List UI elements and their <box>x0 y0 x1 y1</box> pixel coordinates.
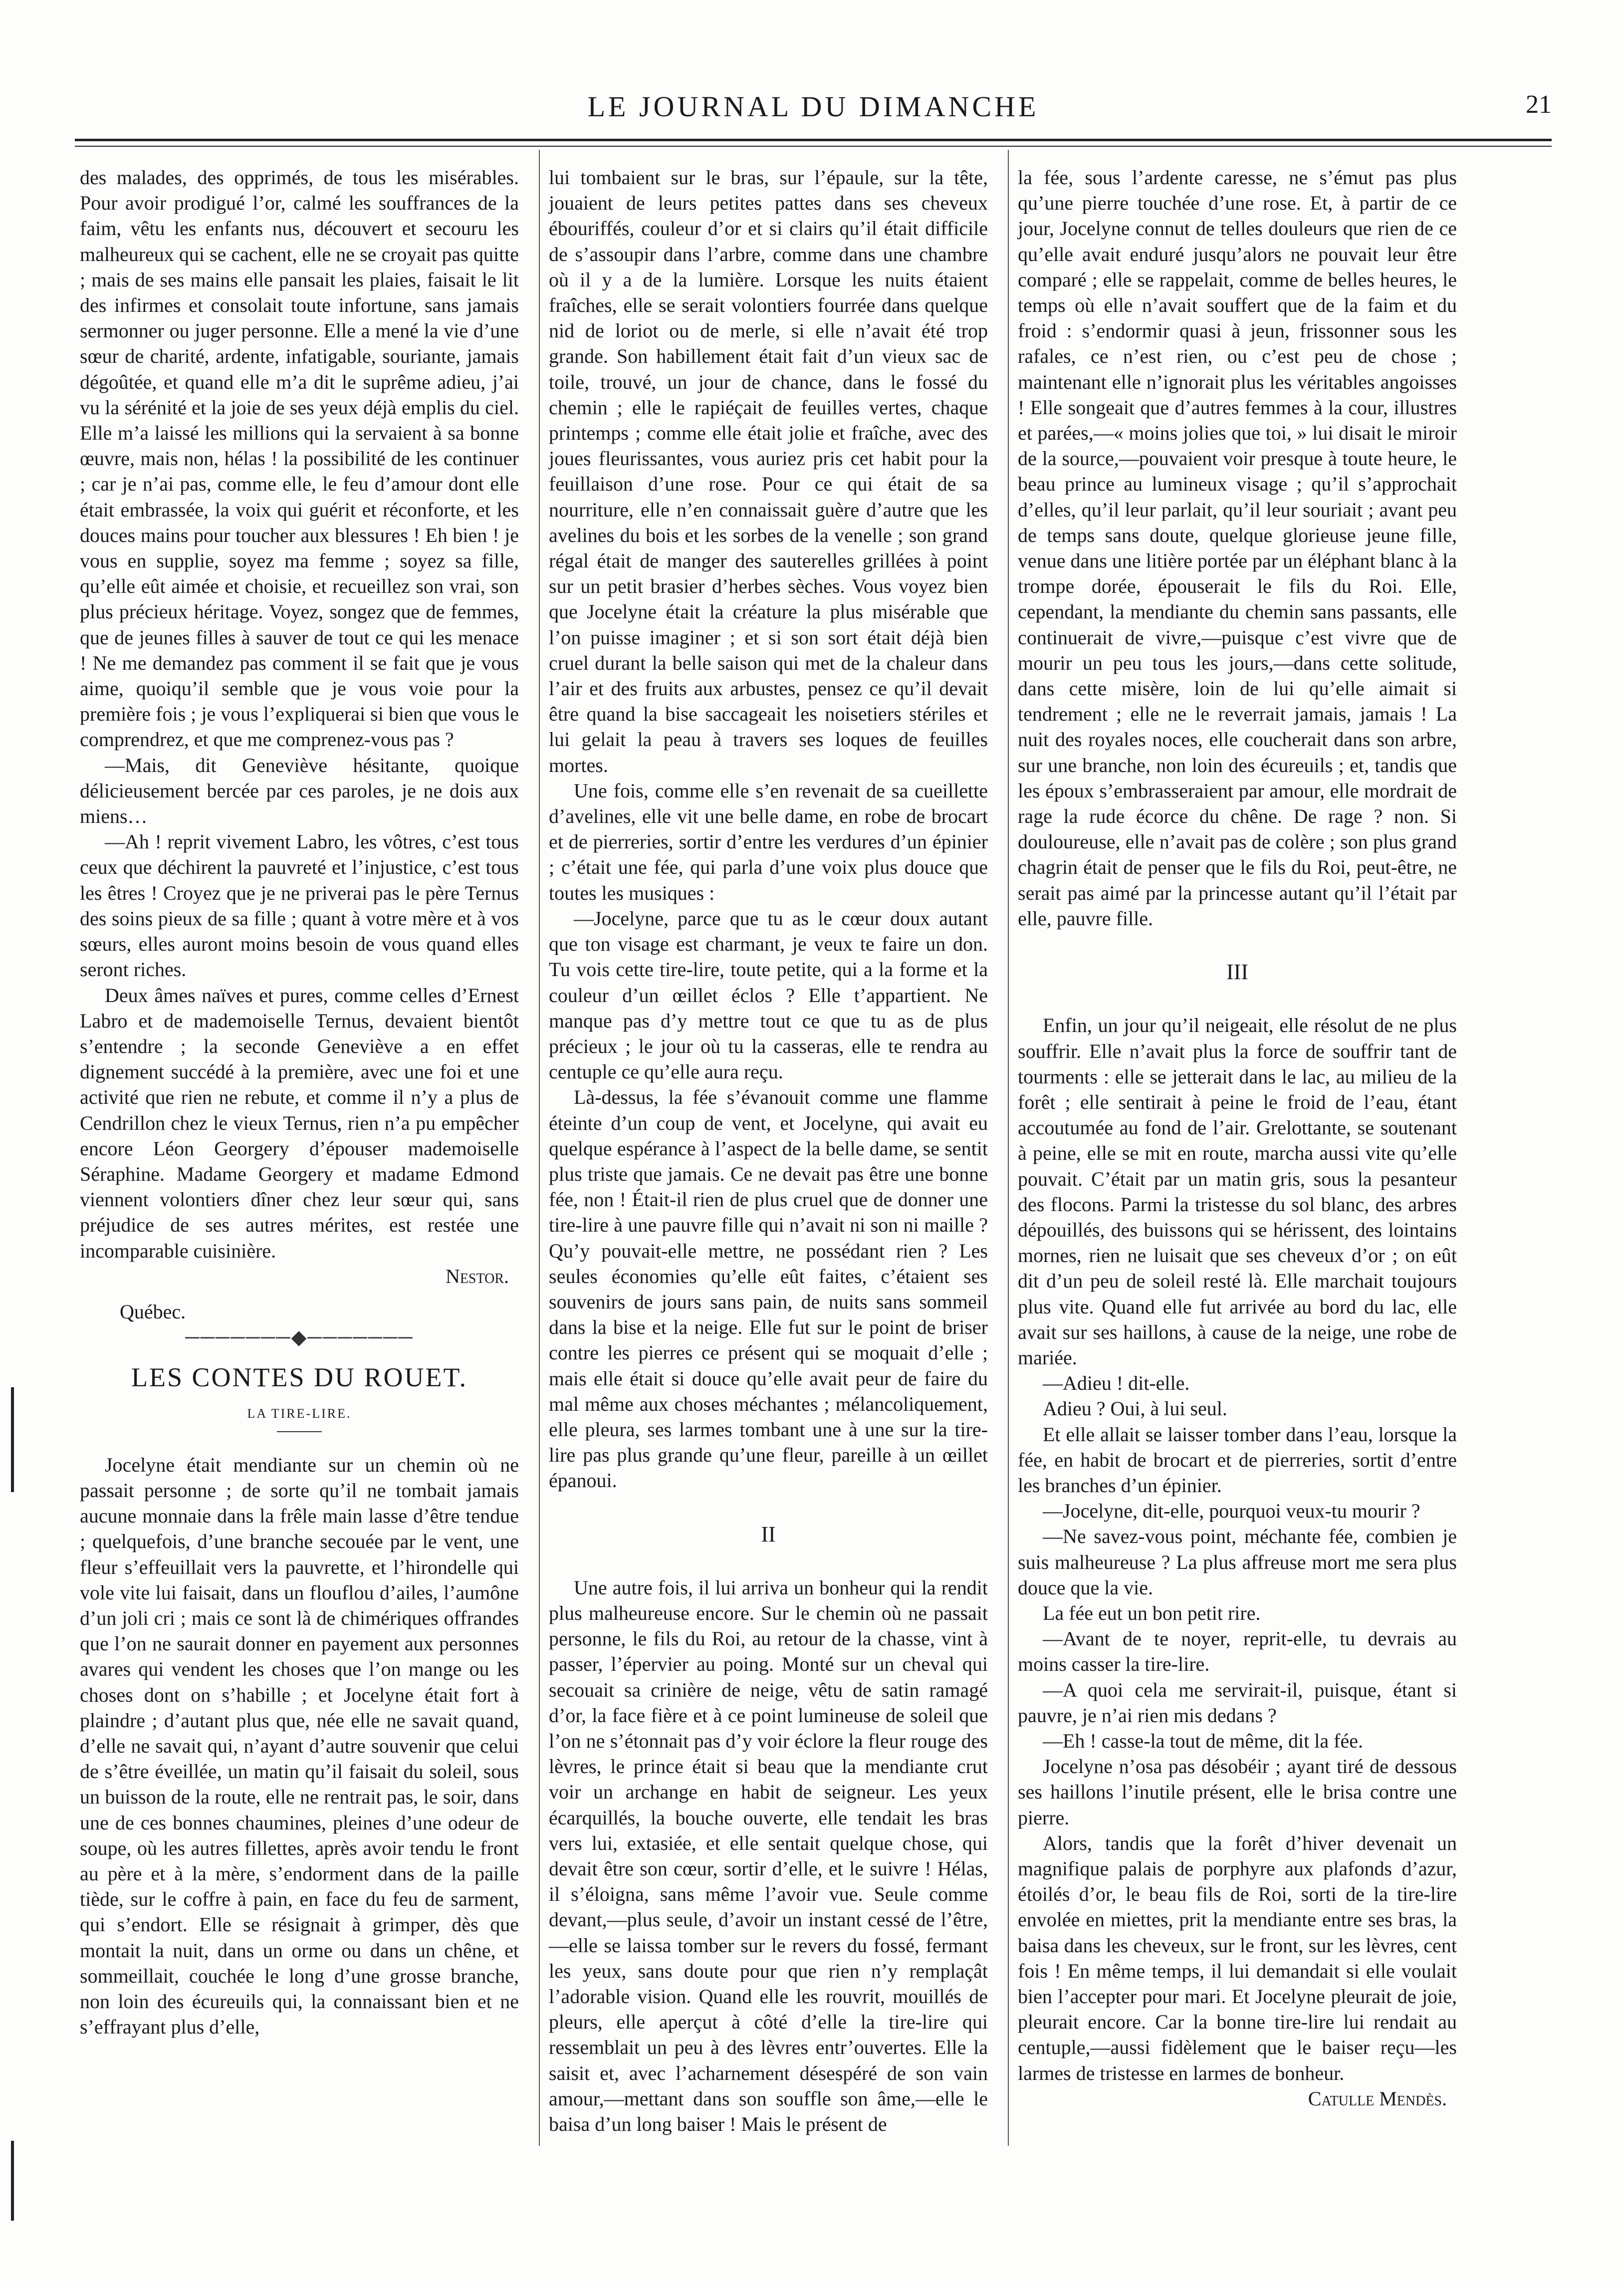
title-rule <box>277 1431 322 1432</box>
paragraph: —Avant de te noyer, reprit-elle, tu devrais au moins casser la tire-lire. <box>1018 1627 1457 1676</box>
paragraph: des malades, des opprimés, de tous les misérables. Pour avoir prodigué l’or, calmé les souffrances de la faim, vêtu les enfants nus, découvert et secouru les malheureux qui se cachent, elle ne se croyait pas quitte ; mais de ses mains elle pansait les plaies, faisait le lit des infirmes et consolait toute infortune, sans jamais sermonner ou juger personne. Elle a mené la vie d’une sœur de charité, ardente, infatigable, souriante, jamais dégoûtée, et quand elle m’a dit le suprême adieu, j’ai vu la sérénité et la joie de ses yeux déjà emplis du ciel. Elle m’a laissé les millions qui la servaient à sa bonne œuvre, mais non, hélas ! la possibilité de les continuer ; car je n’ai pas, comme elle, le feu d’amour dont elle était embrassée, la voix qui guérit et réconforte, et les douces mains pour toucher aux blessures ! Eh bien ! je vous en supplie, soyez ma femme ; soyez sa fille, qu’elle eût aimée et choisie, et recueillez son vrai, son plus précieux héritage. Voyez, songez que de femmes, que de jeunes filles à sauver de tout ce qui les menace ! Ne me demandez pas comment il se fait que je vous aime, quoiqu’il semble que je vous voie pour la première fois ; je vous l’expliquerai si bien que vous le comprendrez, et que me comprenez-vous pas ? <box>80 166 519 751</box>
paragraph: Jocelyne était mendiante sur un chemin où ne passait personne ; de sorte qu’il ne tombait jamais aucune monnaie dans la frêle main lasse d’être tendue ; quelquefois, d’une branche secouée par le vent, une fleur s’effeuillait vers la pauvrette, et l’hirondelle qui vole vite lui faisait, dans un flouflou d’ailes, l’aumône d’un joli cri ; mais ce sont là de chimériques offrandes que l’on ne saurait donner en payement aux personnes avares qui vendent les choses que l’on mange ou les choses dont on s’habille ; et Jocelyne était fort à plaindre ; d’autant plus que, née elle ne savait quand, d’elle ne savait qui, n’ayant d’autre souvenir que celui de s’être éveillée, un matin qu’il faisait du soleil, sous un buisson de la route, elle ne rentrait pas, le soir, dans une de ces bonnes chaumines, pleines d’une odeur de soupe, où les autres fillettes, après avoir tendu le front au père et à la mère, s’endorment dans de la paille tiède, sur le coffre à pain, en face du feu de sarment, qui s’endort. Elle se résignait à grimper, dès que montait la nuit, dans un orme ou dans un chêne, et sommeillait, couchée le long d’une grosse branche, non loin des écureuils qui, la connaissant bien et ne s’effrayant plus d’elle, <box>80 1453 519 2038</box>
paragraph: Deux âmes naïves et pures, comme celles d’Ernest Labro et de mademoiselle Ternus, devaient bientôt s’entendre ; la seconde Geneviève a en effet dignement succédé à la première, avec une foi et une activité que rien ne rebute, et comme il n’y a plus de Cendrillon chez le vieux Ternus, rien n’a pu empêcher encore Léon Georgery d’épouser mademoiselle Séraphine. Madame Georgery et madame Edmond viennent volontiers dîner chez leur sœur qui, sans préjudice de ses autres mérites, est restée une incomparable cuisinière. <box>80 984 519 1262</box>
page-header <box>75 90 1552 130</box>
paragraph: La fée eut un bon petit rire. <box>1043 1601 1261 1624</box>
paragraph: Alors, tandis que la forêt d’hiver devenait un magnifique palais de porphyre aux plafonds d’azur, étoilés d’or, le beau fils de Roi, sorti de la tire-lire envolée en miettes, prit la mendiante entre ses bras, la baisa dans les cheveux, sur le front, sur les lèvres, cent fois ! En même temps, il lui demandait si elle voulait bien l’accepter pour mari. Et Jocelyne pleurait de joie, pleurait encore. Car la bonne tire-lire lui rendait au centuple,—aussi fidèlement que le baiser reçu—les larmes de tristesse en larmes de bonheur. <box>1018 1831 1457 2084</box>
paragraph: Et elle allait se laisser tomber dans l’eau, lorsque la fée, en habit de brocart et de pierreries, sortit d’entre les branches d’un épinier. <box>1018 1423 1457 1497</box>
header-rule <box>75 139 1552 141</box>
section-title: LES CONTES DU ROUET. <box>131 1362 467 1393</box>
column-2 <box>549 165 988 2137</box>
chapter-numeral: II <box>761 1522 776 1546</box>
paragraph: —Mais, dit Geneviève hésitante, quoique délicieusement bercée par ces paroles, je ne dois aux miens… <box>80 754 519 828</box>
margin-bracket <box>11 1387 21 1492</box>
paragraph: —A quoi cela me servirait-il, puisque, étant si pauvre, je n’ai rien mis dedans ? <box>1018 1678 1457 1727</box>
paragraph: Une fois, comme elle s’en revenait de sa cueillette d’avelines, elle vit une belle dame, en robe de brocart et de pierreries, sortir d’entre les verdures d’un épinier ; c’était une fée, qui parla d’une voix plus douce que toutes les musiques : <box>549 779 988 904</box>
paragraph: Jocelyne n’osa pas désobéir ; ayant tiré de dessous ses haillons l’inutile présent, elle le brisa contre une pierre. <box>1018 1755 1457 1829</box>
chapter-numeral: III <box>1226 960 1248 985</box>
column-1 <box>80 165 519 2039</box>
paragraph: —Jocelyne, dit-elle, pourquoi veux-tu mourir ? <box>1043 1500 1420 1523</box>
header-rule-thin <box>75 146 1552 147</box>
paragraph: lui tombaient sur le bras, sur l’épaule, sur la tête, jouaient de leurs petites pattes dans ses cheveux ébouriffés, couleur d’or et si clairs qu’il était difficile de s’assoupir dans l’arbre, comme dans une chambre où il y a de la lumière. Lorsque les nuits étaient fraîches, elle se serait volontiers fourrée dans quelque nid de loriot ou de merle, si elle n’avait été trop grande. Son habillement était fait d’un vieux sac de toile, trouvé, un jour de chance, dans le fossé du chemin ; elle le rapiéçait de feuilles vertes, chaque printemps ; comme elle était jolie et fraîche, avec des joues fleurissantes, vous auriez pris cet habit pour la feuillaison d’une rose. Pour ce qui était de sa nourriture, elle n’en connaissait guère d’autre que les avelines du bois et les sorbes de la venelle ; son grand régal était de manger des sauterelles grillées à point sur un petit brasier d’herbes sèches. Vous voyez bien que Jocelyne était la créature la plus misérable que l’on puisse imaginer ; et si son sort était déjà bien cruel durant la belle saison qui met de la chaleur dans l’air et des fruits aux arbustes, pensez ce qu’il devait être quand la bise saccageait les noisetiers stériles et lui gelait la peau à travers ses loques de feuilles mortes. <box>549 166 988 776</box>
running-title: LE JOURNAL DU DIMANCHE <box>587 90 1039 123</box>
author-signature: Catulle Mendès. <box>1308 2087 1447 2110</box>
column-divider <box>1008 150 1009 2146</box>
place-line: Québec. <box>120 1300 186 1323</box>
paragraph: —Ah ! reprit vivement Labro, les vôtres, c’est tous ceux que déchirent la pauvreté et l’injustice, c’est tous les êtres ! Croyez que je ne priverai pas le père Ternus des soins pieux de sa fille ; quant à votre mère et à vos sœurs, elles auront moins besoin de vous quand elles seront riches. <box>80 830 519 981</box>
paragraph: la fée, sous l’ardente caresse, ne s’émut pas plus qu’une pierre touchée d’une rose. Et, à partir de ce jour, Jocelyne connut de telles douleurs que rien de ce qu’elle avait enduré jusqu’alors ne pouvait leur être comparé ; elle se rappelait, comme de belles heures, le temps où elle n’avait souffert que de la faim et du froid : s’endormir quasi à jeun, frissonner sous les rafales, ce n’est rien, ou c’est peu de chose ; maintenant elle n’ignorait plus les véritables angoisses ! Elle songeait que d’autres femmes à la cour, illustres et parées,—« moins jolies que toi, » lui disait le miroir de la source,—pouvaient voir presque à toute heure, le beau prince au lumineux visage ; qu’il s’approchait d’elles, qu’il leur parlait, qu’il leur souriait ; avant peu de temps sans doute, quelque glorieuse jeune fille, venue dans une litière portée par un éléphant blanc à la trompe dorée, épouserait le fils du Roi. Elle, cependant, la mendiante du chemin sans passants, elle continuerait de vivre,—puisque c’est vivre que de mourir un peu tous les jours,—dans cette solitude, dans cette misère, loin de lui qu’elle aimait si tendrement ; elle ne le reverrait jamais, jamais ! La nuit des royales noces, elle coucherait dans son arbre, sur une branche, non loin des écureuils ; et, tandis que les époux s’embrasseraient par amour, elle mordrait de rage la rude écorce du chêne. De rage ? non. Si douloureuse, elle n’avait pas de colère ; son plus grand chagrin était de penser que le fils du Roi, peut-être, ne serait pas aimé par la princesse autant qu’il l’était par elle, pauvre fille. <box>1018 166 1457 930</box>
paragraph: Une autre fois, il lui arriva un bonheur qui la rendit plus malheureuse encore. Sur le chemin où ne passait personne, le fils du Roi, au retour de la chasse, vint à passer, l’épervier au poing. Monté sur un cheval qui secouait sa crinière de neige, vêtu de satin ramagé d’or, la face fière et à ce point lumineuse de soleil que l’on ne s’étonnait pas d’y voir éclore la fleur rouge des lèvres, le prince était si beau que la mendiante crut voir un archange en habit de seigneur. Les yeux écarquillés, la bouche ouverte, elle tendait les bras vers lui, extasiée, et elle sentait quelque chose, qui devait être son cœur, sortir d’elle, et le suivre ! Hélas, il s’éloigna, sans même l’avoir vue. Seule comme devant,—plus seule, d’avoir un instant cessé de l’être,—elle se laissa tomber sur le revers du fossé, fermant les yeux, sans doute pour que rien n’y remplaçât l’adorable vision. Quand elle les rouvrit, mouillés de pleurs, elle aperçut à côté d’elle la tire-lire qui ressemblait un peu à des lèvres entr’ouvertes. Elle la saisit et, avec l’acharnement désespéré de son vain amour,—mettant dans son souffle son âme,—elle le baisa d’un long baiser ! Mais le présent de <box>549 1576 988 2136</box>
paragraph: —Ne savez-vous point, méchante fée, combien je suis malheureuse ? La plus affreuse mort me sera plus douce que la vie. <box>1018 1525 1457 1599</box>
paragraph: Là-dessus, la fée s’évanouit comme une flamme éteinte d’un coup de vent, et Jocelyne, qui avait eu quelque espérance à l’aspect de la belle dame, se sentit plus triste que jamais. Ce ne devait pas être une bonne fée, non ! Était-il rien de plus cruel que de donner une tire-lire à une pauvre fille qui n’avait ni son ni maille ? Qu’y pouvait-elle mettre, ne possédant rien ? Les seules économies qu’elle eût faites, c’étaient ses souvenirs de jours sans pain, de nuits sans sommeil dans la bise et la neige. Elle fut sur le point de briser contre les pierres ce présent qui se moquait d’elle ; mais elle était si douce qu’elle avait peur de faire du mal même aux choses méchantes ; mélancoliquement, elle pleura, ses larmes tombant une à une sur la tire-lire pas plus grande qu’une fleur, pareille à un œillet épanoui. <box>549 1086 988 1492</box>
column-3 <box>1018 165 1457 2111</box>
author-signature: Nestor. <box>445 1265 509 1287</box>
page-number: 21 <box>1526 90 1552 119</box>
margin-bracket <box>11 2141 21 2221</box>
paragraph: —Eh ! casse-la tout de même, dit la fée. <box>1043 1729 1363 1752</box>
section-ornament: ───────◆─────── <box>185 1326 414 1349</box>
paragraph: Adieu ? Oui, à lui seul. <box>1043 1397 1227 1420</box>
paragraph: Enfin, un jour qu’il neigeait, elle résolut de ne plus souffrir. Elle n’avait plus la force de souffrir tant de tourments : elle se jetterait dans le lac, au milieu de la forêt ; elle sentirait à peine le froid de l’eau, étant accoutumée au fond de l’air. Grelottante, se soutenant à peine, elle se mit en route, marcha aussi vite qu’elle pouvait. C’était par un matin gris, sous la pesanteur des flocons. Parmi la tristesse du sol blanc, des arbres dépouillés, des buissons qui se hérissent, des lointains mornes, rien ne luisait que ses cheveux d’or ; on eût dit d’un peu de soleil resté là. Elle marchait toujours plus vite. Quand elle fut arrivée au bord du lac, elle avait sur ses haillons, à cause de la neige, une robe de mariée. <box>1018 1014 1457 1369</box>
column-divider <box>539 150 540 2146</box>
paragraph: —Adieu ! dit-elle. <box>1043 1372 1190 1395</box>
story-title: LA TIRE-LIRE. <box>247 1406 352 1421</box>
paragraph: —Jocelyne, parce que tu as le cœur doux autant que ton visage est charmant, je veux te faire un don. Tu vois cette tire-lire, toute petite, qui a la forme et la couleur d’un œillet éclos ? Elle t’appartient. Ne manque pas d’y mettre tout ce que tu as de plus précieux ; le jour où tu la casseras, elle te rendra au centuple ce qu’elle aura reçu. <box>549 907 988 1083</box>
